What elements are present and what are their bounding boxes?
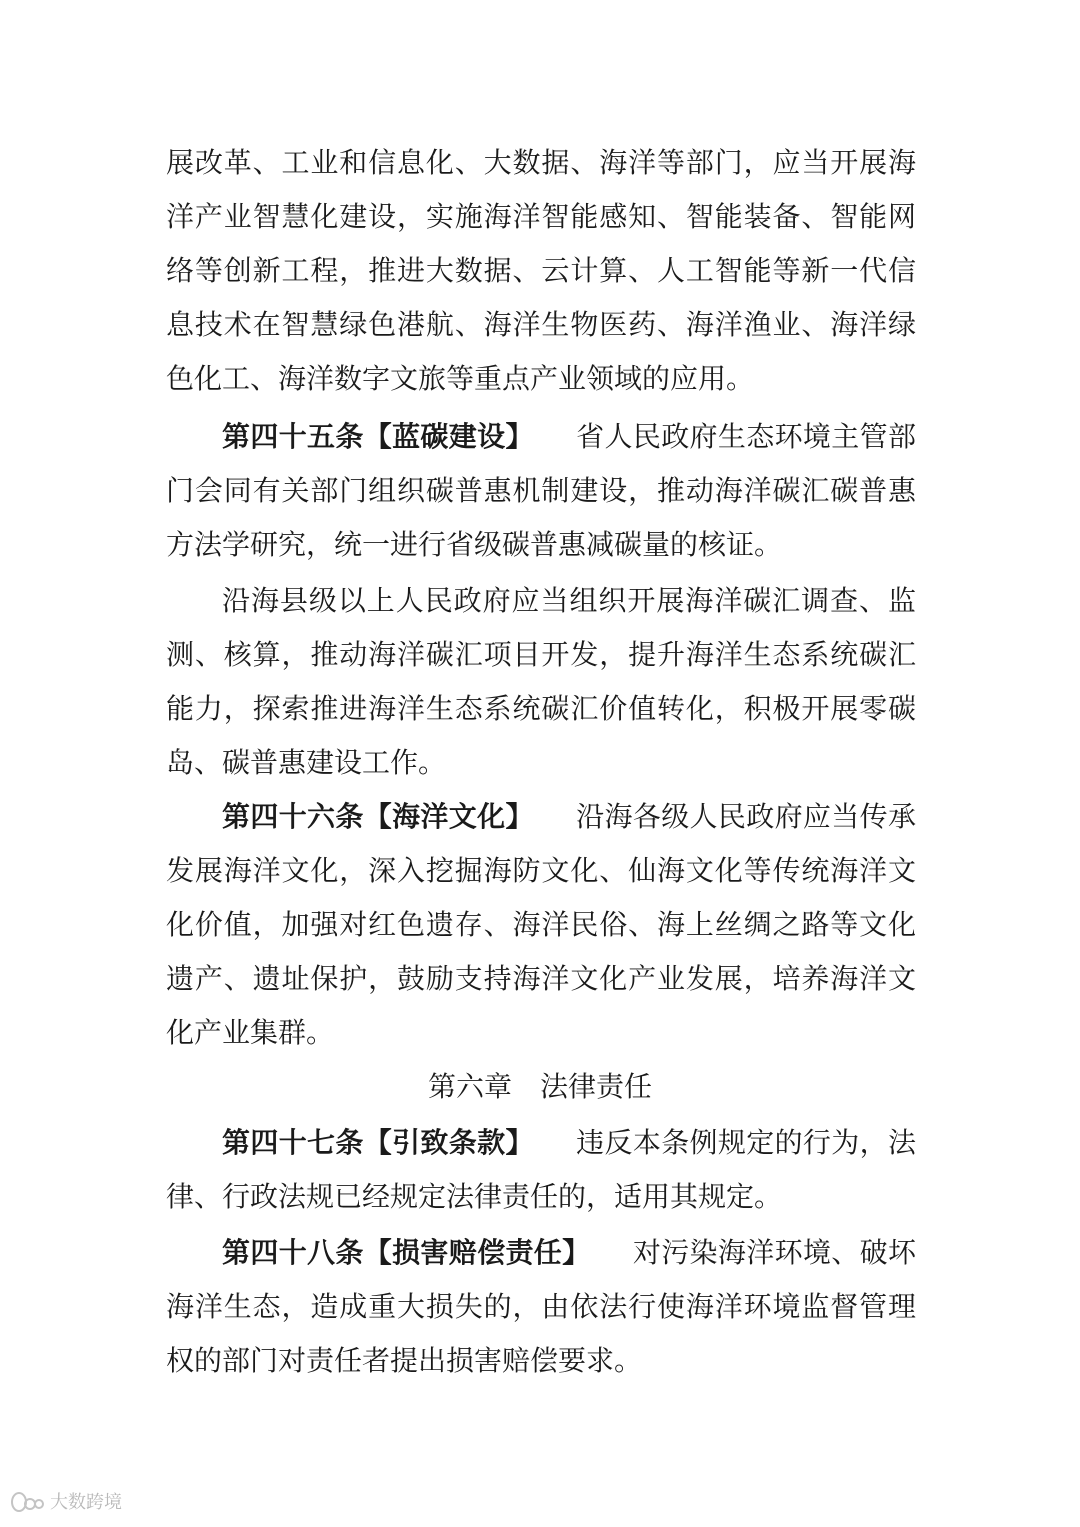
article-first-line (166, 1226, 916, 1280)
article-heading: 第四十七条【引致条款】 (222, 1126, 534, 1159)
article-47 (166, 1116, 916, 1224)
text-line: 权的部门对责任者提出损害赔偿要求。 (166, 1344, 643, 1377)
text-line: 沿海各级人民政府应当传承 (575, 800, 916, 833)
text-line: 遗产、遗址保护，鼓励支持海洋文化产业发展，培养海洋文 (166, 962, 916, 995)
text-line: 络等创新工程，推进大数据、云计算、人工智能等新一代信 (166, 254, 916, 287)
text-line: 化产业集群。 (166, 1016, 335, 1049)
watermark (10, 1486, 122, 1516)
text-line: 岛、碳普惠建设工作。 (166, 746, 447, 779)
text-line: 省人民政府生态环境主管部 (575, 420, 916, 453)
text-line: 发展海洋文化，深入挖掘海防文化、仙海文化等传统海洋文 (166, 854, 916, 887)
text-line: 色化工、海洋数字文旅等重点产业领域的应用。 (166, 362, 755, 395)
text-line: 律、行政法规已经规定法律责任的，适用其规定。 (166, 1180, 783, 1213)
watermark-text: 大数跨境 (50, 1492, 122, 1513)
paragraph-industry-smart (166, 136, 916, 406)
chapter-heading (0, 1060, 1080, 1114)
article-heading: 第四十五条【蓝碳建设】 (222, 420, 534, 453)
text-line: 沿海县级以上人民政府应当组织开展海洋碳汇调查、监 (222, 584, 916, 617)
text-line: 方法学研究，统一进行省级碳普惠减碳量的核证。 (166, 528, 783, 561)
text-line: 违反本条例规定的行为，法 (575, 1126, 916, 1159)
article-46 (166, 790, 916, 1060)
text-line: 对污染海洋环境、破坏 (632, 1236, 916, 1269)
article-48 (166, 1226, 916, 1388)
text-line: 门会同有关部门组织碳普惠机制建设，推动海洋碳汇碳普惠 (166, 474, 916, 507)
article-heading: 第四十八条【损害赔偿责任】 (222, 1236, 591, 1269)
text-line: 测、核算，推动海洋碳汇项目开发，提升海洋生态系统碳汇 (166, 638, 916, 671)
brand-logo-icon (10, 1488, 44, 1514)
article-45 (166, 410, 916, 572)
article-heading: 第四十六条【海洋文化】 (222, 800, 534, 833)
paragraph-carbon-sink (166, 574, 916, 790)
chapter-number: 第六章 (427, 1070, 512, 1103)
article-first-line (166, 410, 916, 464)
text-line: 海洋生态，造成重大损失的，由依法行使海洋环境监督管理 (166, 1290, 916, 1323)
text-line: 化价值，加强对红色遗存、海洋民俗、海上丝绸之路等文化 (166, 908, 916, 941)
text-line: 洋产业智慧化建设，实施海洋智能感知、智能装备、智能网 (166, 200, 916, 233)
text-line: 能力，探索推进海洋生态系统碳汇价值转化，积极开展零碳 (166, 692, 916, 725)
chapter-title: 法律责任 (540, 1070, 653, 1103)
article-first-line (166, 790, 916, 844)
article-first-line (166, 1116, 916, 1170)
text-line: 息技术在智慧绿色港航、海洋生物医药、海洋渔业、海洋绿 (166, 308, 916, 341)
text-line: 展改革、工业和信息化、大数据、海洋等部门，应当开展海 (166, 146, 916, 179)
